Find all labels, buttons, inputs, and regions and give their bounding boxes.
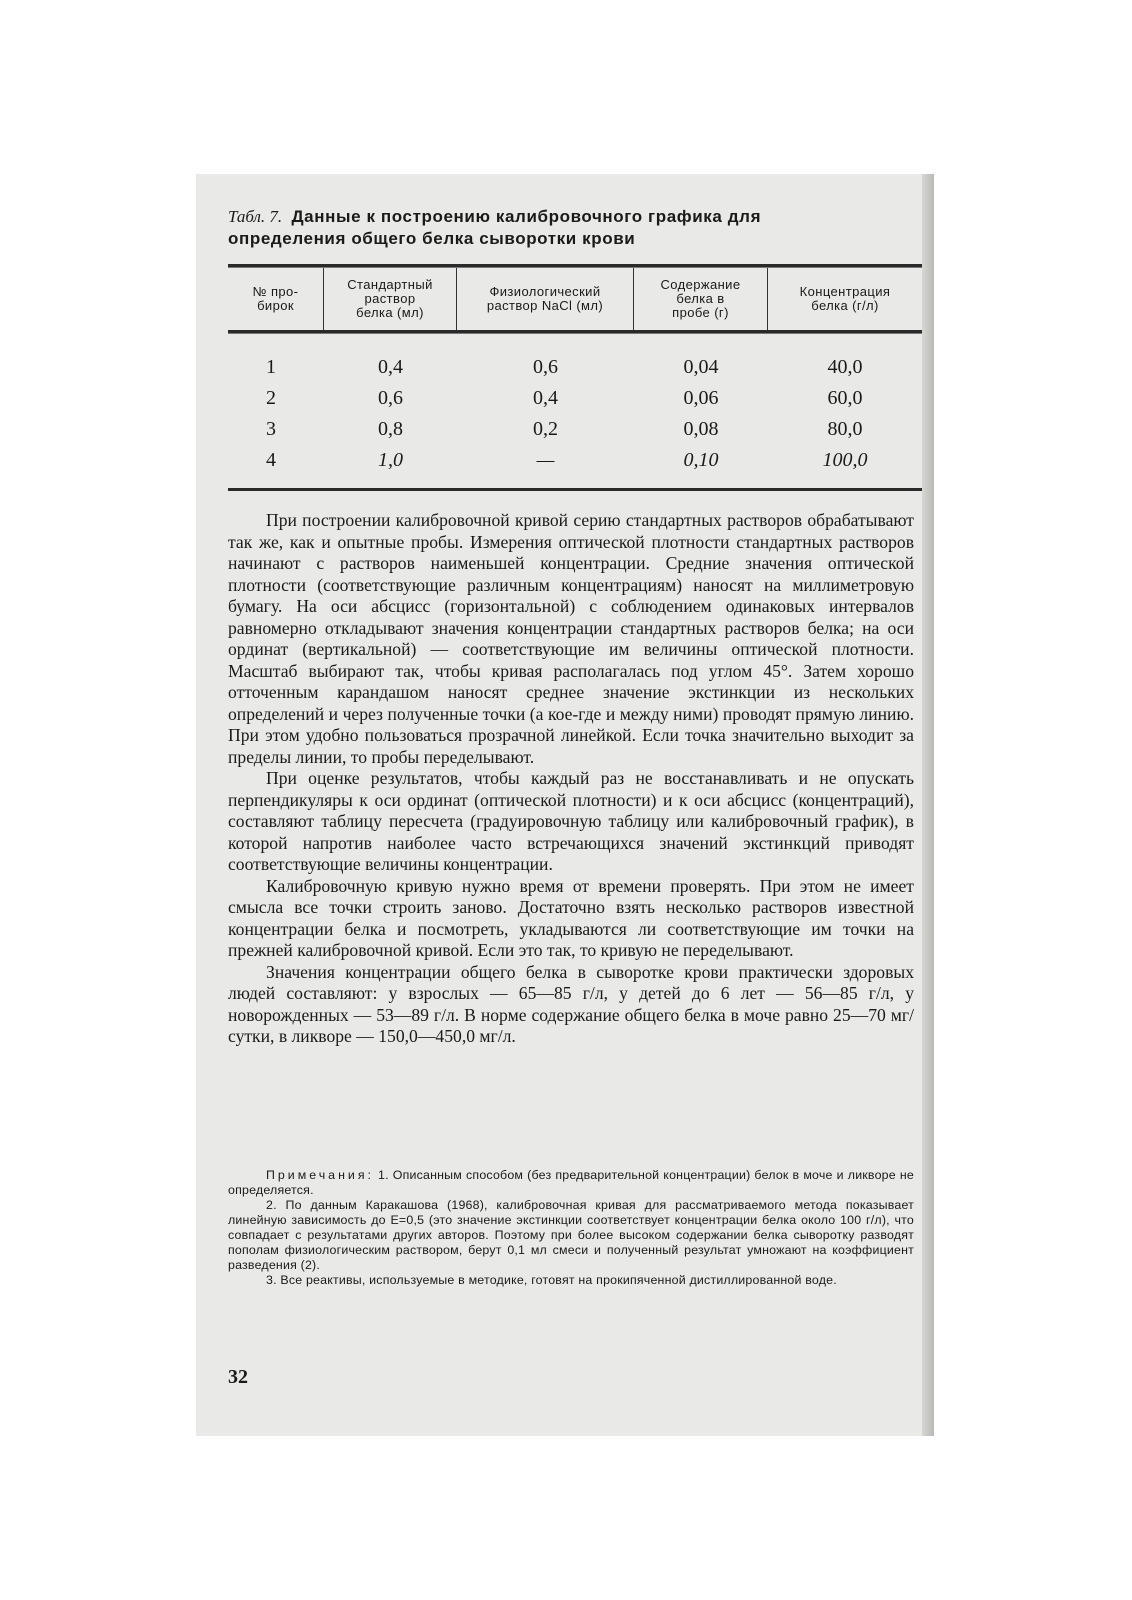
table-cell: 100,0	[822, 449, 868, 471]
table-row	[228, 352, 922, 383]
table-cell: 0,04	[683, 356, 719, 378]
table-cell: 1	[266, 356, 276, 378]
table-cell: 0,08	[683, 418, 719, 440]
table-row	[228, 383, 922, 414]
note-3: 3. Все реактивы, используемые в методике, готовят на прокипяченной дистиллированной воде.	[266, 1273, 837, 1287]
table-cell: —	[536, 449, 555, 471]
table-cell: 40,0	[827, 356, 863, 378]
page-edge-shadow	[922, 174, 934, 1436]
header-tube-number: № про- бирок	[228, 268, 324, 330]
table-cell: 0,2	[533, 418, 558, 440]
header-nacl-solution: Физиологический раствор NaCl (мл)	[457, 268, 634, 330]
table-body	[228, 334, 922, 488]
note-1	[228, 1168, 914, 1198]
table-cell: 0,6	[533, 356, 558, 378]
table-cell: 4	[266, 449, 276, 471]
footnotes	[228, 1168, 914, 1288]
table-caption-label: Табл. 7.	[228, 207, 283, 226]
table-row	[228, 414, 922, 445]
table-cell: 3	[266, 418, 276, 440]
notes-heading: Примечания:	[266, 1168, 374, 1182]
table-cell: 0,8	[378, 418, 403, 440]
note-text: 1. Описанным способом (без предварительной концентрации) белок в моче и ликворе не определяется.	[228, 1168, 914, 1197]
paragraph: Значения концентрации общего белка в сыворотке крови практически здоровых людей составляют: у взрослых — 65—85 г/л, у детей до 6 лет — 56—85 г/л, у новорожденных — 53—89 г/л. В норме содержание общего белка в моче равно 25—70 мг/сутки, в ликворе — 150,0—450,0 мг/л.	[228, 961, 914, 1046]
page-number: 32	[228, 1366, 248, 1388]
table-cell: 1,0	[378, 449, 403, 471]
book-page	[196, 174, 934, 1436]
table-header	[228, 268, 922, 330]
table-bottom-rule	[228, 488, 922, 491]
table-cell: 0,4	[378, 356, 403, 378]
data-table	[228, 264, 922, 491]
table-cell: 0,10	[683, 449, 719, 471]
table-cell: 2	[266, 387, 276, 409]
body-text	[228, 510, 914, 1048]
paragraph: При оценке результатов, чтобы каждый раз не восстанавливать и не опускать перпендикуляры к оси ординат (оптической плотности) и к оси абсцисс (концентраций), составляют таблицу пересчета (градуировочную таблицу или калибровочный график), в которой напротив наиболее часто встречающихся значений экстинкций приводят соответствующие величины концентрации.	[228, 768, 914, 874]
note-2: 2. По данным Каракашова (1968), калибровочная кривая для рассматриваемого метода показывает линейную зависимость до Е=0,5 (это значение экстинкции соответствует концентрации белка около 100 г/л), что совпадает с результатами других авторов. Поэтому при более высоком содержании белка сыворотку разводят пополам физиологическим раствором, берут 0,1 мл смеси и полученный результат умножают на коэффициент разведения (2).	[228, 1198, 914, 1272]
header-concentration: Концентрация белка (г/л)	[799, 284, 891, 313]
paragraph: Калибровочную кривую нужно время от времени проверять. При этом не имеет смысла все точки строить заново. Достаточно взять несколько растворов известной концентрации белка и посмотреть, укладываются ли соответствующие им точки на прежней калибровочной кривой. Если это так, то кривую не переделывают.	[228, 875, 914, 960]
table-row	[228, 445, 922, 476]
table-cell: 0,4	[533, 387, 558, 409]
table-cell: 80,0	[827, 418, 863, 440]
table-cell: 0,6	[378, 387, 403, 409]
table-cell: 60,0	[827, 387, 863, 409]
header-standard-solution: Стандартный раствор белка (мл)	[324, 268, 457, 330]
table-cell: 0,06	[683, 387, 719, 409]
paragraph: При построении калибровочной кривой серию стандартных растворов обрабатывают так же, как и опытные пробы. Измерения оптической плотности стандартных растворов начинают с растворов наименьшей концентрации. Средние значения оптической плотности (соответствующие различным концентрациям) наносят на миллиметровую бумагу. На оси абсцисс (горизонтальной) с соблюдением одинаковых интервалов равномерно откладывают значения концентрации стандартных растворов белка; на оси ординат (вертикальной) — соответствующие им величины оптической плотности. Масштаб выбирают так, чтобы кривая располагалась под углом 45°. Затем хорошо отточенным карандашом наносят среднее значение экстинкции из нескольких определений и через полученные точки (а кое-где и между ними) проводят прямую линию. При этом удобно пользоваться прозрачной линейкой. Если точка значительно выходит за пределы линии, то пробы переделывают.	[228, 510, 914, 767]
table-caption-title: Данные к построению калибровочного графика для определения общего белка сыворотки крови	[228, 207, 762, 248]
table-caption	[228, 206, 868, 250]
header-protein-content: Содержание белка в пробе (г)	[634, 268, 768, 330]
